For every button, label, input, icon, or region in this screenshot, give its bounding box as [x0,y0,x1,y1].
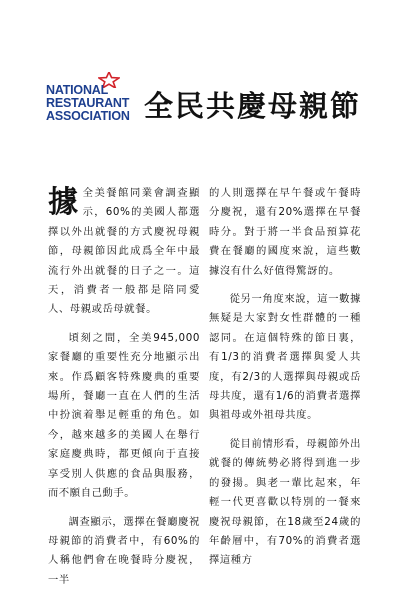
logo-line-restaurant: RESTAURANT [46,97,129,110]
article-column-left [48,184,200,590]
paragraph-1-text: 全美餐館同業會調查顯示，60%的美國人都選擇以外出就餐的方式慶祝母親節，母親節因此成爲全年中最流行外出就餐的日子之一。這天，消費者一般都是陪同愛人、母親或岳母就餐。 [48,187,200,315]
paragraph-3-continued: 的人則選擇在早午餐或午餐時分慶祝，還有20%選擇在早餐時分。對于將一半食品預算花費在餐廳的國度來說，這些數據沒有什么好值得驚訝的。 [209,184,361,281]
paragraph-5: 從目前情形看，母親節外出就餐的傳統勢必將得到進一步的發揚。與老一輩比起來，年輕一代更喜歡以特別的一餐來慶祝母親節，在18歲至24歲的年齡層中，有70%的消費者選擇這種方 [209,435,361,571]
drop-cap: 據 [48,186,79,220]
paragraph-4: 從另一角度來說，這一數據無疑是大家對女性群體的一種認同。在這個特殊的節日裏，有1/3的消費者選擇與愛人共度，有2/3的人選擇與母親或岳母共度，還有1/6的消費者選擇與祖母或外祖母共度。 [209,290,361,426]
paragraph-3: 調查顯示，選擇在餐廳慶祝母親節的消費者中，有60%的人稱他們會在晚餐時分慶祝，一半 [48,513,200,590]
article-column-right [209,184,361,571]
paragraph-2: 頃刻之間，全美945,000家餐廳的重要性充分地顯示出來。作爲顧客特殊慶典的重要場所，餐廳一直在人們的生活中扮演着舉足輕重的角色。如今，越來越多的美國人在舉行家庭慶典時，都更傾向于直接享受別人供應的食品與服務，而不願自己動手。 [48,329,200,504]
page-title: 全民共慶母親節 [144,84,361,125]
logo-line-association: ASSOCIATION [46,110,130,123]
logo-line-national: NATIONAL [46,84,108,97]
header [42,72,372,132]
national-restaurant-association-logo [42,72,138,128]
paragraph-1 [48,184,200,320]
